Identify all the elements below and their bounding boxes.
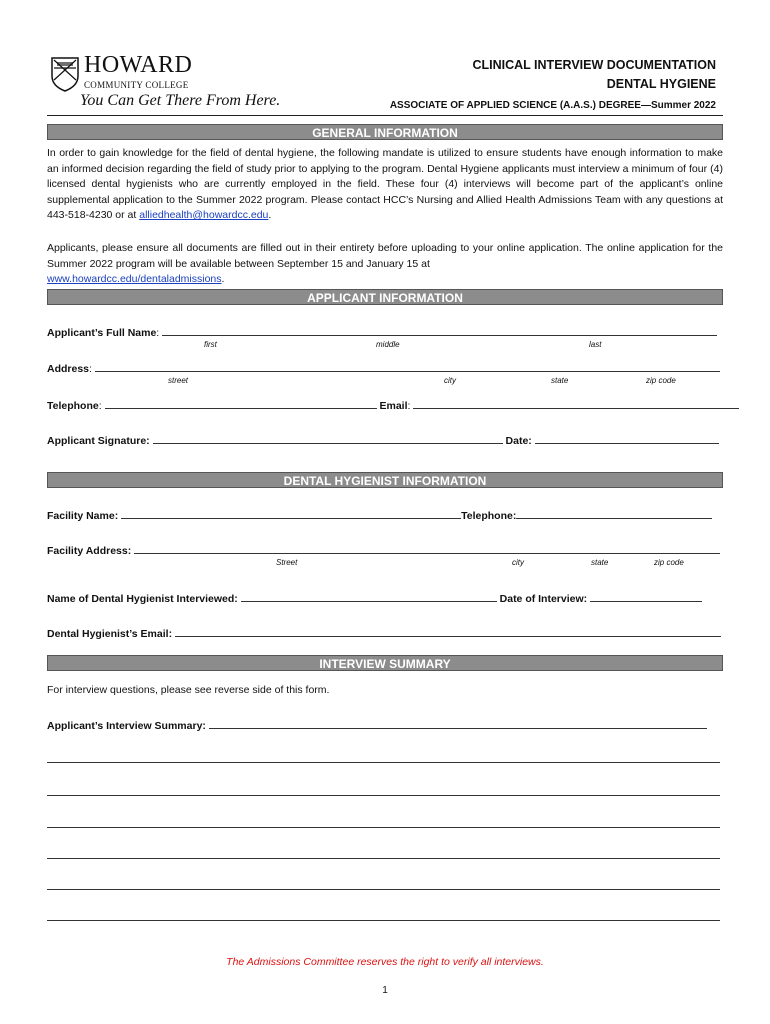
hygienist-email-row xyxy=(47,626,723,640)
full-name-label: Applicant’s Full Name xyxy=(47,327,157,339)
interview-date-field[interactable] xyxy=(590,591,702,602)
general-info-paragraph xyxy=(47,146,723,224)
degree-line: ASSOCIATE OF APPLIED SCIENCE (A.A.S.) DEGREE—Summer 2022 xyxy=(389,100,716,111)
facility-street-caption: Street xyxy=(276,558,298,567)
hygienist-name-row xyxy=(47,591,723,605)
period: . xyxy=(268,209,272,221)
upload-instructions-text: Applicants, please ensure all documents are filled out in their entirety before uploading to your online application. The online application for the Summer 2022 program will be available between September 15 and January 15 at xyxy=(47,242,723,270)
street-caption: street xyxy=(168,376,189,385)
telephone-field[interactable] xyxy=(105,398,377,409)
telephone-label: Telephone xyxy=(47,400,99,412)
address-row: Address: xyxy=(47,361,723,375)
full-name-field[interactable] xyxy=(162,325,717,336)
interview-date-label: Date of Interview: xyxy=(499,593,588,605)
facility-zip-caption: zip code xyxy=(654,558,684,567)
applicant-full-name-row: Applicant’s Full Name: xyxy=(47,325,723,339)
first-caption: first xyxy=(204,340,217,349)
summary-line[interactable] xyxy=(47,795,720,796)
general-info-text: In order to gain knowledge for the field of dental hygiene, the following mandate is utilized to ensure students have enough information to make an informed decision regarding the field of study prior to applying to the program. Dental Hygiene applicants must interview a minimum of four (4) licensed dental hygienists who are currently employed in the field. These four (4) interviews will become part of the applicant’s online supplemental application to the Summer 2022 program. Please contact HCC’s Nursing and Allied Health Admissions Team with any questions at 443-518-4230 or at xyxy=(47,147,723,221)
interview-summary-label: Applicant’s Interview Summary: xyxy=(47,720,206,732)
hygienist-name-field[interactable] xyxy=(241,591,497,602)
facility-address-row xyxy=(47,543,723,557)
period: . xyxy=(221,273,225,285)
title-line-2: DENTAL HYGIENE xyxy=(606,77,716,91)
signature-field[interactable] xyxy=(153,433,503,444)
zip-caption: zip code xyxy=(646,376,676,385)
interview-summary-field[interactable] xyxy=(209,718,707,729)
summary-line[interactable] xyxy=(47,858,720,859)
telephone-email-row: Telephone: Email: xyxy=(47,398,723,412)
college-crest-icon xyxy=(50,56,80,92)
signature-row xyxy=(47,433,723,447)
facility-telephone-label: Telephone: xyxy=(461,510,517,522)
middle-caption: middle xyxy=(376,340,400,349)
summary-line[interactable] xyxy=(47,920,720,921)
interview-questions-note: For interview questions, please see reverse side of this form. xyxy=(47,684,330,696)
facility-state-caption: state xyxy=(591,558,609,567)
last-caption: last xyxy=(589,340,602,349)
address-label: Address xyxy=(47,363,90,375)
college-subtitle: COMMUNITY COLLEGE xyxy=(84,80,189,90)
header-divider xyxy=(47,115,723,116)
facility-name-field[interactable] xyxy=(121,508,461,519)
hygienist-name-label: Name of Dental Hygienist Interviewed: xyxy=(47,593,238,605)
facility-name-label: Facility Name: xyxy=(47,510,119,522)
verification-note: The Admissions Committee reserves the right to verify all interviews. xyxy=(226,956,544,968)
facility-telephone-field[interactable] xyxy=(516,508,712,519)
signature-date-field[interactable] xyxy=(535,433,719,444)
city-caption: city xyxy=(444,376,456,385)
title-line-1: CLINICAL INTERVIEW DOCUMENTATION xyxy=(472,58,716,72)
email-label: Email xyxy=(379,400,408,412)
upload-instructions-paragraph xyxy=(47,241,723,288)
address-field[interactable] xyxy=(95,361,720,372)
email-field[interactable] xyxy=(413,398,739,409)
hygienist-email-label: Dental Hygienist’s Email: xyxy=(47,628,173,640)
summary-line[interactable] xyxy=(47,889,720,890)
facility-address-label: Facility Address: xyxy=(47,545,132,557)
summary-line[interactable] xyxy=(47,762,720,763)
facility-city-caption: city xyxy=(512,558,524,567)
allied-health-email-link[interactable]: alliedhealth@howardcc.edu xyxy=(139,209,269,221)
section-general-information: GENERAL INFORMATION xyxy=(47,124,723,140)
facility-name-row xyxy=(47,508,723,522)
section-applicant-information: APPLICANT INFORMATION xyxy=(47,289,723,305)
facility-address-field[interactable] xyxy=(134,543,720,554)
document-title xyxy=(472,56,716,94)
section-dental-hygienist-information: DENTAL HYGIENIST INFORMATION xyxy=(47,472,723,488)
date-label: Date: xyxy=(505,435,532,447)
summary-line[interactable] xyxy=(47,827,720,828)
signature-label: Applicant Signature: xyxy=(47,435,150,447)
hygienist-email-field[interactable] xyxy=(175,626,721,637)
page-number: 1 xyxy=(382,985,388,996)
state-caption: state xyxy=(551,376,569,385)
interview-summary-row xyxy=(47,718,723,732)
dental-admissions-link[interactable]: www.howardcc.edu/dentaladmissions xyxy=(47,273,222,285)
college-name: HOWARD xyxy=(84,52,193,78)
section-interview-summary: INTERVIEW SUMMARY xyxy=(47,655,723,671)
college-tagline: You Can Get There From Here. xyxy=(80,92,281,109)
